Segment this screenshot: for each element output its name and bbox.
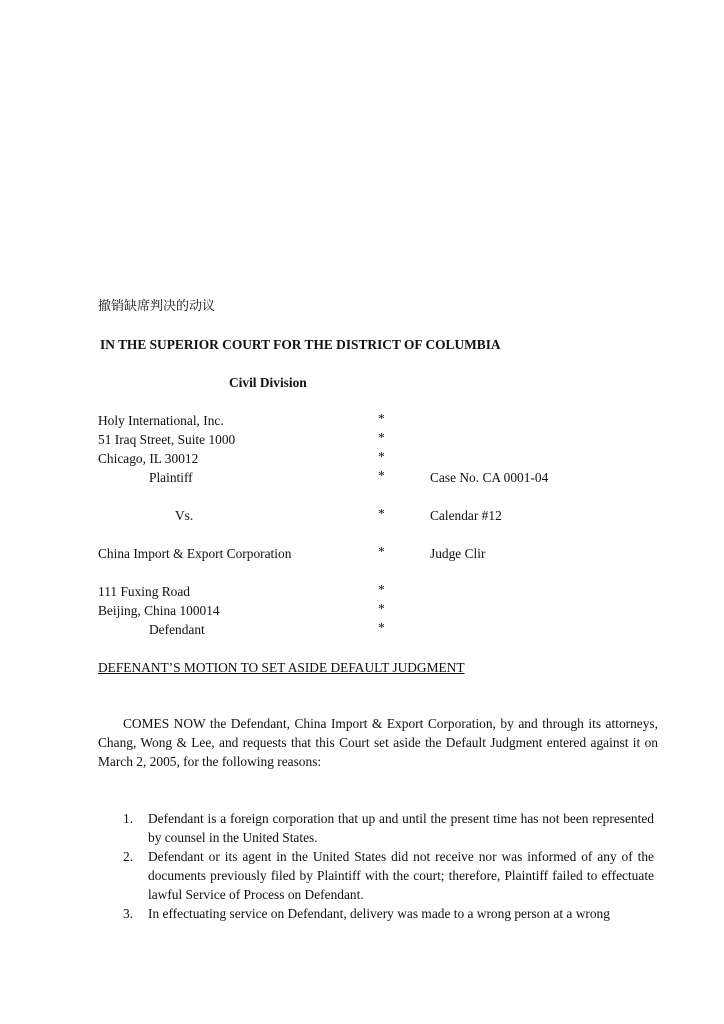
- caption-star: *: [378, 468, 385, 483]
- plaintiff-role: Plaintiff: [149, 470, 193, 485]
- caption-star: *: [378, 620, 385, 635]
- court-title: IN THE SUPERIOR COURT FOR THE DISTRICT OF COLUMBIA: [100, 337, 501, 352]
- reason-item: [98, 847, 654, 904]
- caption-star: *: [378, 411, 385, 426]
- reason-text: Defendant is a foreign corporation that up and until the present time has not been represented by counsel in the United States.: [148, 811, 654, 845]
- defendant-address-line2: Beijing, China 100014: [98, 603, 220, 618]
- reason-item: [98, 904, 654, 923]
- division-label: Civil Division: [229, 375, 307, 390]
- reason-text: In effectuating service on Defendant, delivery was made to a wrong person at a wrong: [148, 906, 610, 921]
- caption-star: *: [378, 506, 385, 521]
- case-number: Case No. CA 0001-04: [430, 470, 549, 485]
- caption-star: *: [378, 449, 385, 464]
- intro-text: COMES NOW the Defendant, China Import & Export Corporation, by and through its attorneys, Chang, Wong & Lee, and requests that this Court set aside the Default Judgment entered against it on March 2, 2005, for the following reasons:: [98, 716, 658, 769]
- intro-paragraph: [98, 714, 658, 771]
- judge-name: Judge Clir: [430, 546, 486, 561]
- calendar-number: Calendar #12: [430, 508, 502, 523]
- caption-star: *: [378, 430, 385, 445]
- defendant-role: Defendant: [149, 622, 205, 637]
- plaintiff-address-line2: Chicago, IL 30012: [98, 451, 199, 466]
- caption-star: *: [378, 544, 385, 559]
- defendant-name: China Import & Export Corporation: [98, 546, 292, 561]
- motion-title: DEFENANT’S MOTION TO SET ASIDE DEFAULT JUDGMENT: [98, 660, 465, 675]
- reason-number: 3.: [123, 906, 134, 921]
- reason-text: Defendant or its agent in the United States did not receive nor was informed of any of the documents previously filed by Plaintiff with the court; therefore, Plaintiff failed to effectuate lawful Service of Process on Defendant.: [148, 849, 654, 902]
- reason-number: 1.: [123, 811, 134, 826]
- plaintiff-name: Holy International, Inc.: [98, 413, 224, 428]
- caption-star: *: [378, 582, 385, 597]
- reason-item: [98, 809, 654, 847]
- plaintiff-address-line1: 51 Iraq Street, Suite 1000: [98, 432, 236, 447]
- chinese-header: 撤销缺席判决的动议: [98, 299, 216, 314]
- reason-number: 2.: [123, 849, 134, 864]
- defendant-address-line1: 111 Fuxing Road: [98, 584, 191, 599]
- versus-label: Vs.: [175, 508, 194, 523]
- caption-star: *: [378, 601, 385, 616]
